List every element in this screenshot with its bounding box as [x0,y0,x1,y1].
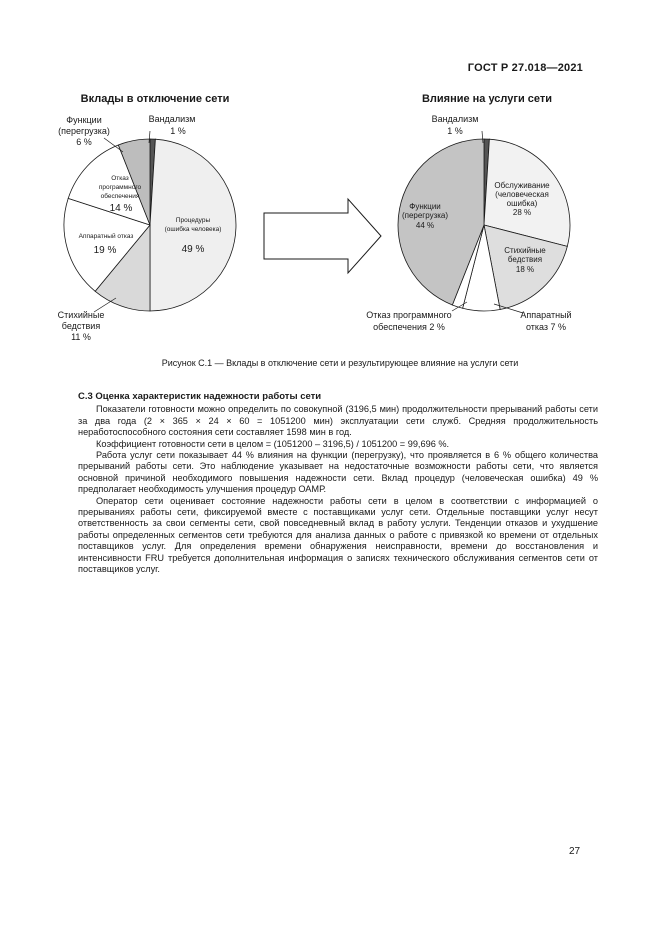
right-value-software: обеспечения 2 % [373,322,445,332]
left-label-procedures-2: (ошибка человека) [164,226,222,233]
left-label-functions-2: (перегрузка) [58,126,110,136]
right-value-functions: 44 % [415,221,435,230]
section-c3 [78,391,598,576]
paragraph: Работа услуг сети показывает 44 % влияния на функции (перегрузку), что проявляется в 6 % общего количества прерываний работы сети. Это наблюдение указывает на недостаточные возможности работы сети, что является основной причиной необходимого повышения надежности сети. Вклад процедур (человеческая ошибка) 49 % предполагает необходимость улучшения процедур ОАМР. [78,450,598,495]
right-label-maintenance-2: (человеческая [495,190,549,199]
left-label-functions: Функции [66,115,102,125]
left-value-hardware: 19 % [93,245,117,256]
right-value-maintenance: 28 % [512,208,532,217]
right-label-software: Отказ программного [366,310,452,320]
right-label-disasters: Стихийные [504,246,546,255]
right-chart-title: Влияние на услуги сети [421,93,553,105]
paragraph: Оператор сети оценивает состояние надежности работы сети в целом в соответствии с информацией о прерываниях работы сети, фиксируемой вместе с поставщиками услуг сети. Отдельные поставщики услуг несут ответственность за свои сегменты сети, свой повседневный вклад в работу услуги. Тенденции отказов и ухудшение работы определенных сегментов сети требуются для анализа данных о работе с привязкой ко времени от отдельных поставщиков услуг. Для определения времени обнаружения неисправности, времени до восстановления и интенсивности FRU требуется дополнительная информация о записях технического обслуживания сегментов сети от поставщиков услуг. [78,495,598,575]
figure-caption: Рисунок С.1 — Вклады в отключение сети и результирующее влияние на услуги сети [161,358,519,368]
left-value-vandalism: 1 % [170,126,186,136]
right-label-maintenance-3: ошибка) [506,199,538,208]
left-value-software: 14 % [109,203,133,214]
left-label-vandalism: Вандализм [148,114,196,124]
left-label-software-3: обеспечения [100,193,140,200]
right-value-disasters: 18 % [515,265,535,274]
right-label-functions: Функции [409,202,441,211]
right-label-vandalism: Вандализм [431,114,479,124]
left-chart-title: Вклады в отключение сети [80,93,230,105]
right-label-maintenance: Обслуживание [494,181,550,190]
left-label-software-2: программного [98,184,142,191]
right-value-hardware: отказ 7 % [525,322,567,332]
left-label-software: Отказ [111,175,129,182]
paragraph: Коэффициент готовности сети в целом = (1051200 – 3196,5) / 1051200 = 99,696 %. [96,438,450,449]
page-number: 27 [569,846,581,857]
paragraph: Показатели готовности можно определить по совокупной (3196,5 мин) продолжительности прерываний работы сети за два года (2 × 365 × 24 × 60 = 1051200 мин) эксплуатации сети служб. Средняя продолжительность неработоспособного состояния сети составляет 1598 мин в год. [78,404,598,438]
left-value-disasters: 11 % [71,332,91,342]
left-label-hardware: Аппаратный отказ [78,233,134,240]
figure-c1 [0,0,661,360]
right-label-disasters-2: бедствия [507,255,543,264]
right-value-vandalism: 1 % [447,126,463,136]
section-heading: С.3 Оценка характеристик надежности работы сети [78,391,322,402]
left-label-disasters-2: бедствия [61,321,101,331]
right-label-hardware: Аппаратный [520,310,572,320]
right-label-functions-2: (перегрузка) [401,211,449,220]
left-label-disasters: Стихийные [57,310,105,320]
standard-header: ГОСТ Р 27.018—2021 [467,62,583,74]
left-pie-chart [64,139,236,311]
left-value-functions: 6 % [76,137,92,147]
left-value-procedures: 49 % [181,244,205,255]
arrow-shape [264,199,381,273]
left-label-procedures: Процедуры [175,217,211,224]
